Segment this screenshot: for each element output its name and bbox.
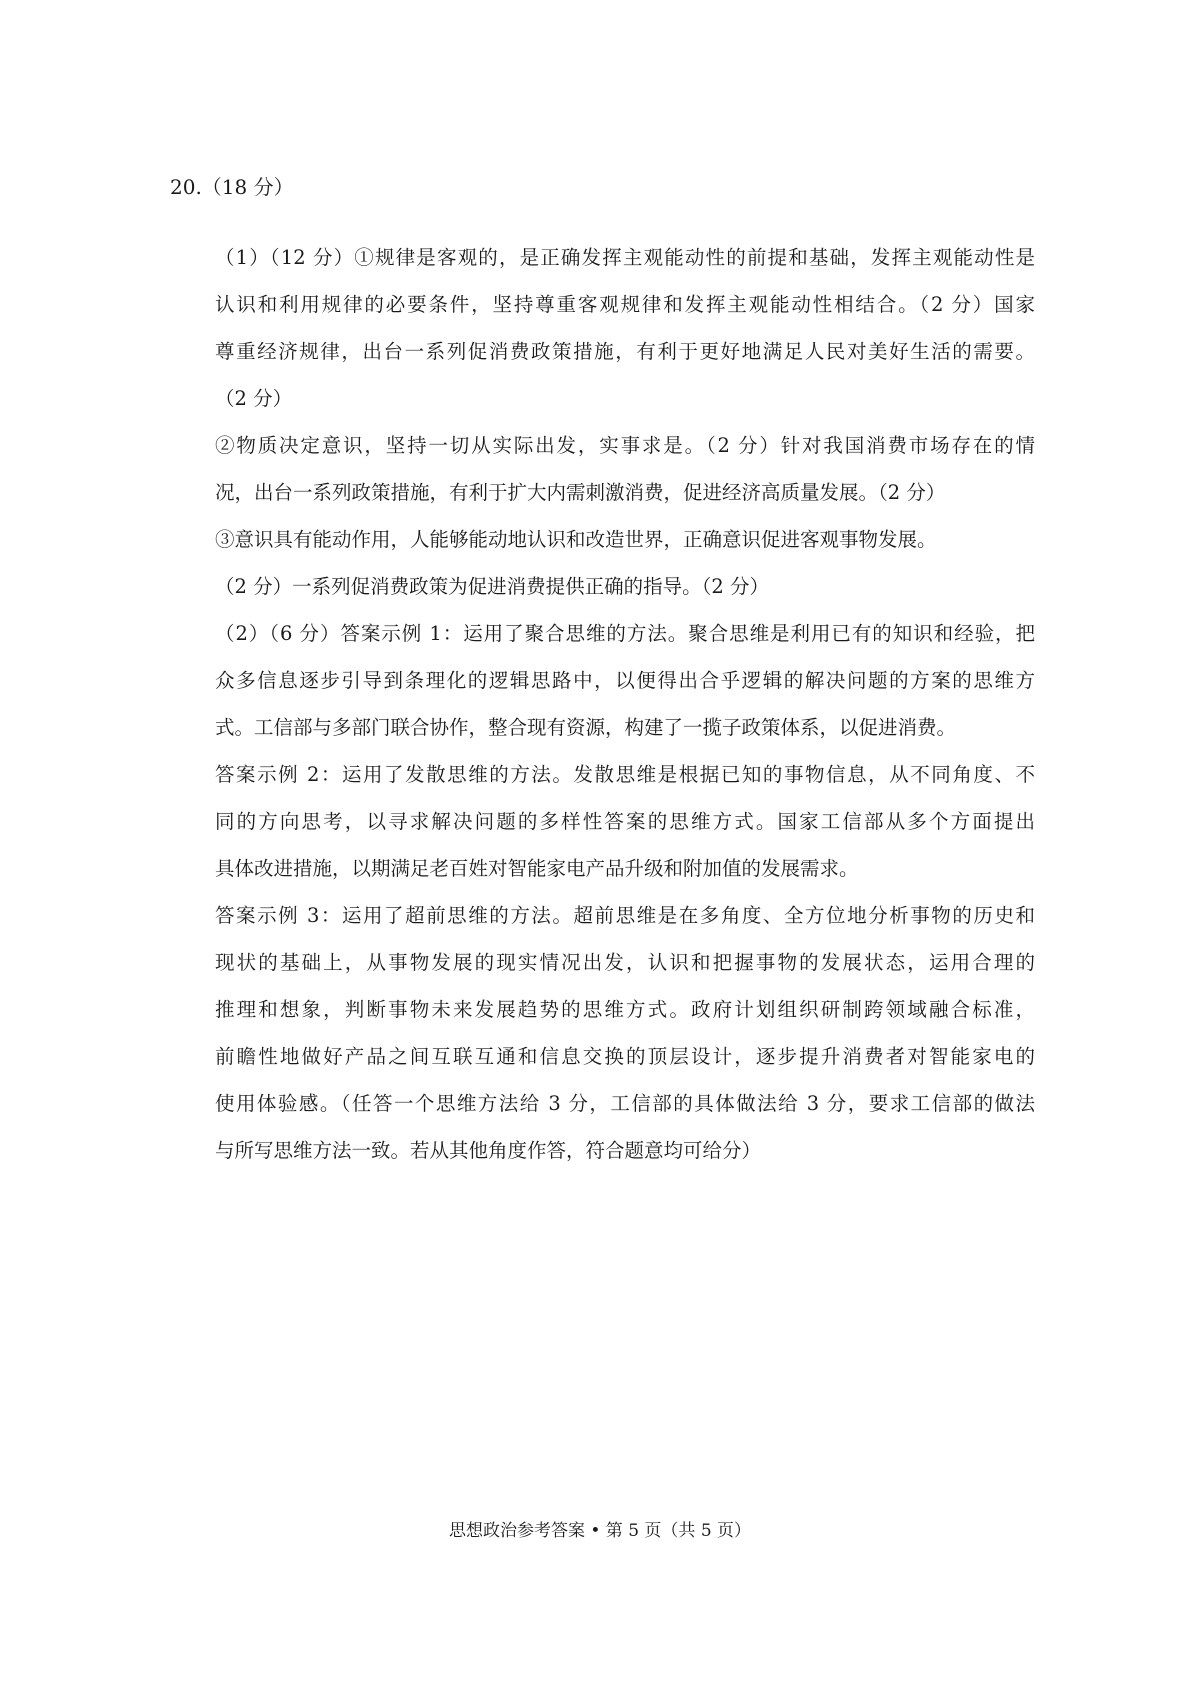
answer-line: （2 分）一系列促消费政策为促进消费提供正确的指导。（2 分） (215, 575, 769, 598)
answer-line-score: （2 分） (215, 387, 293, 410)
question-number-heading: 20.（18 分） (170, 175, 294, 199)
page-footer: 思想政治参考答案 • 第 5 页（共 5 页） (448, 1521, 752, 1541)
answer-line-part2-example2: 答案示例 2：运用了发散思维的方法。发散思维是根据已知的事物信息，从不同角度、不 (215, 763, 1035, 786)
answer-line: 认识和利用规律的必要条件，坚持尊重客观规律和发挥主观能动性相结合。（2 分）国家 (215, 293, 1035, 316)
answer-line: 式。工信部与多部门联合协作，整合现有资源，构建了一揽子政策体系，以促进消费。 (215, 716, 957, 739)
answer-line: 现状的基础上，从事物发展的现实情况出发，认识和把握事物的发展状态，运用合理的 (215, 951, 1035, 974)
answer-line: 况，出台一系列政策措施，有利于扩大内需刺激消费，促进经济高质量发展。（2 分） (215, 481, 946, 504)
answer-line: 尊重经济规律，出台一系列促消费政策措施，有利于更好地满足人民对美好生活的需要。 (215, 340, 1035, 363)
answer-line-part1-point3: ③意识具有能动作用，人能够能动地认识和改造世界，正确意识促进客观事物发展。 (215, 528, 937, 551)
answer-line: 与所写思维方法一致。若从其他角度作答，符合题意均可给分） (215, 1139, 762, 1162)
answer-line: 前瞻性地做好产品之间互联互通和信息交换的顶层设计，逐步提升消费者对智能家电的 (215, 1045, 1035, 1068)
answer-line: 使用体验感。（任答一个思维方法给 3 分，工信部的具体做法给 3 分，要求工信部的做法 (215, 1092, 1035, 1115)
answer-line-part1-point2: ②物质决定意识，坚持一切从实际出发，实事求是。（2 分）针对我国消费市场存在的情 (215, 434, 1035, 457)
answer-line: 同的方向思考，以寻求解决问题的多样性答案的思维方式。国家工信部从多个方面提出 (215, 810, 1035, 833)
answer-line: 众多信息逐步引导到条理化的逻辑思路中，以便得出合乎逻辑的解决问题的方案的思维方 (215, 669, 1035, 692)
answer-body (215, 234, 1035, 1174)
answer-line: 推理和想象，判断事物未来发展趋势的思维方式。政府计划组织研制跨领域融合标准， (215, 998, 1035, 1021)
answer-line-part2-example3: 答案示例 3：运用了超前思维的方法。超前思维是在多角度、全方位地分析事物的历史和 (215, 904, 1035, 927)
answer-line-part1-point1: （1）（12 分）①规律是客观的，是正确发挥主观能动性的前提和基础，发挥主观能动性是 (215, 246, 1035, 269)
answer-line-part2-example1: （2）（6 分）答案示例 1：运用了聚合思维的方法。聚合思维是利用已有的知识和经验，把 (215, 622, 1035, 645)
answer-line: 具体改进措施，以期满足老百姓对智能家电产品升级和附加值的发展需求。 (215, 857, 859, 880)
